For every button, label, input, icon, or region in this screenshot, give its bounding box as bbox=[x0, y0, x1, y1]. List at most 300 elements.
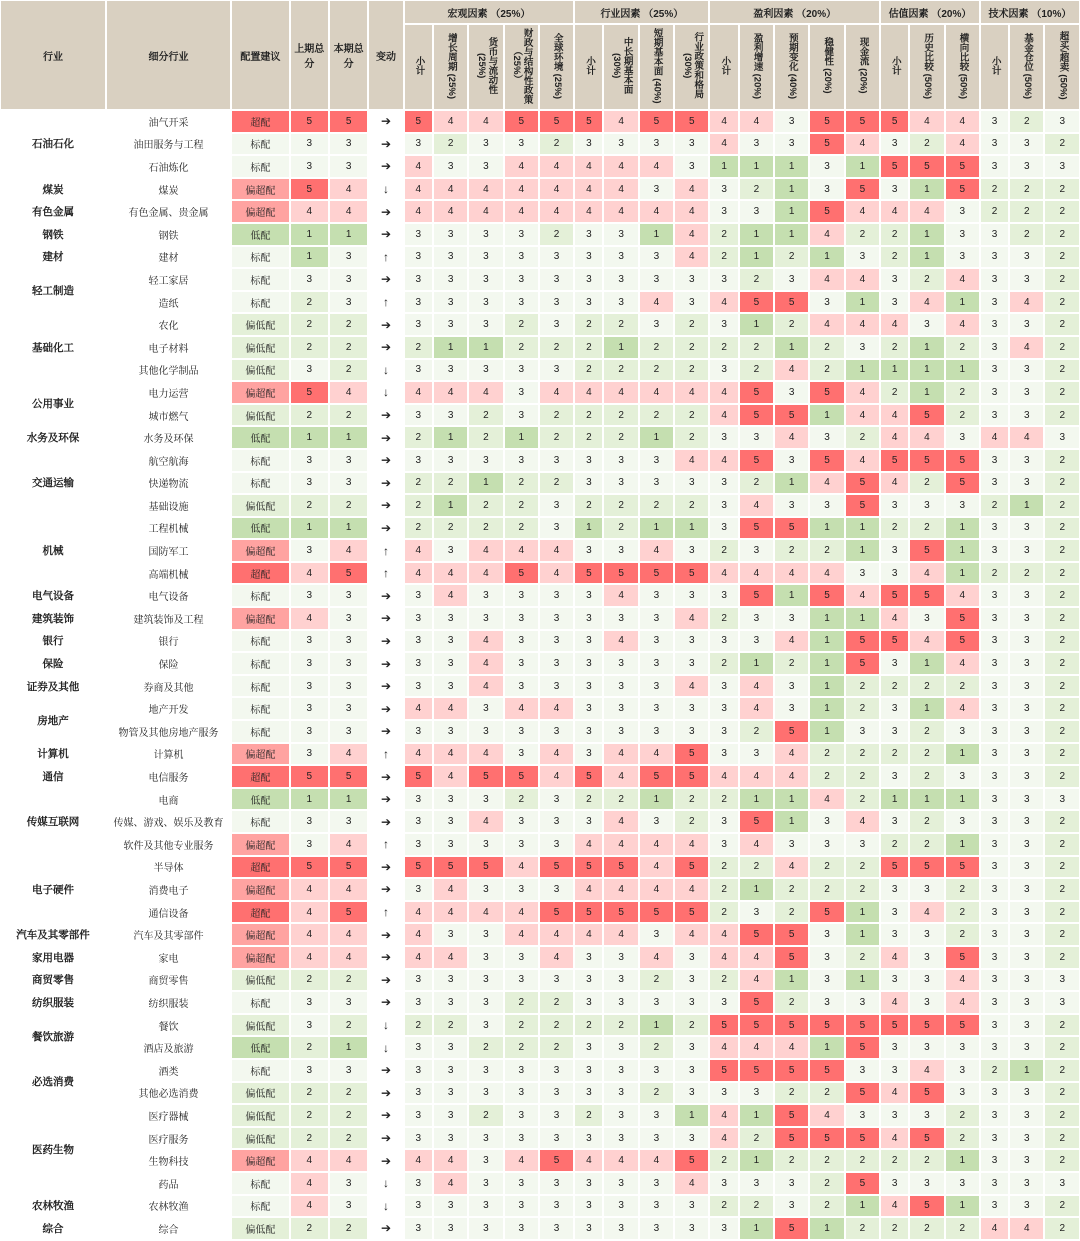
factor-score: 5 bbox=[404, 110, 433, 133]
factor-score: 3 bbox=[639, 1104, 674, 1127]
factor-score: 5 bbox=[674, 856, 709, 879]
factor-score: 5 bbox=[639, 562, 674, 585]
allocation-advice: 偏低配 bbox=[231, 1082, 290, 1105]
factor-score: 1 bbox=[739, 155, 774, 178]
factor-score: 4 bbox=[433, 562, 468, 585]
factor-score: 2 bbox=[603, 404, 638, 427]
factor-score: 2 bbox=[1044, 1036, 1080, 1059]
change-flat-icon: ➔ bbox=[368, 584, 403, 607]
factor-score: 4 bbox=[504, 856, 539, 879]
factor-score: 3 bbox=[539, 833, 574, 856]
factor-score: 5 bbox=[709, 1014, 738, 1037]
factor-score: 4 bbox=[674, 200, 709, 223]
change-flat-icon: ➔ bbox=[368, 426, 403, 449]
prev-total-score: 3 bbox=[290, 268, 329, 291]
factor-score: 3 bbox=[639, 1172, 674, 1195]
factor-score: 3 bbox=[603, 539, 638, 562]
factor-score: 4 bbox=[945, 969, 980, 992]
factor-score: 2 bbox=[1044, 810, 1080, 833]
factor-score: 2 bbox=[504, 517, 539, 540]
factor-score: 2 bbox=[433, 133, 468, 156]
factor-score: 2 bbox=[539, 133, 574, 156]
table-row bbox=[0, 946, 1080, 969]
factor-score: 4 bbox=[404, 697, 433, 720]
factor-score: 1 bbox=[639, 1014, 674, 1037]
factor-score: 3 bbox=[880, 494, 909, 517]
industry-name: 水务及环保 bbox=[0, 426, 106, 449]
factor-score: 3 bbox=[980, 652, 1009, 675]
factor-score: 2 bbox=[1044, 562, 1080, 585]
factor-score: 3 bbox=[980, 1195, 1009, 1218]
factor-score: 4 bbox=[945, 697, 980, 720]
factor-score: 5 bbox=[880, 449, 909, 472]
factor-score: 3 bbox=[945, 1036, 980, 1059]
factor-score: 3 bbox=[709, 494, 738, 517]
factor-score: 2 bbox=[845, 743, 880, 766]
factor-score: 4 bbox=[504, 697, 539, 720]
factor-score: 3 bbox=[404, 1172, 433, 1195]
factor-score: 5 bbox=[639, 110, 674, 133]
change-down-icon: ↓ bbox=[368, 1014, 403, 1037]
change-flat-icon: ➔ bbox=[368, 1059, 403, 1082]
factor-score: 2 bbox=[739, 268, 774, 291]
factor-score: 3 bbox=[603, 472, 638, 495]
header-sub-column bbox=[674, 24, 709, 110]
factor-score: 3 bbox=[739, 743, 774, 766]
factor-score: 3 bbox=[945, 246, 980, 269]
factor-score: 5 bbox=[880, 110, 909, 133]
factor-score: 1 bbox=[739, 313, 774, 336]
factor-score: 4 bbox=[880, 1082, 909, 1105]
change-up-icon: ↑ bbox=[368, 743, 403, 766]
factor-score: 4 bbox=[468, 110, 503, 133]
allocation-advice: 标配 bbox=[231, 1195, 290, 1218]
factor-score: 3 bbox=[574, 652, 603, 675]
factor-score: 2 bbox=[539, 336, 574, 359]
allocation-advice: 超配 bbox=[231, 856, 290, 879]
factor-score: 4 bbox=[880, 1195, 909, 1218]
sub-industry-name: 通信设备 bbox=[106, 901, 231, 924]
sub-industry-name: 计算机 bbox=[106, 743, 231, 766]
factor-score: 1 bbox=[809, 652, 844, 675]
factor-score: 2 bbox=[603, 313, 638, 336]
factor-score: 5 bbox=[674, 765, 709, 788]
factor-score: 1 bbox=[880, 359, 909, 382]
factor-score: 3 bbox=[980, 291, 1009, 314]
prev-total-score: 4 bbox=[290, 607, 329, 630]
factor-score: 3 bbox=[1009, 630, 1044, 653]
sub-industry-name: 电商 bbox=[106, 788, 231, 811]
factor-score: 3 bbox=[1009, 359, 1044, 382]
factor-score: 3 bbox=[709, 426, 738, 449]
factor-score: 4 bbox=[909, 630, 944, 653]
factor-score: 4 bbox=[404, 200, 433, 223]
factor-score: 4 bbox=[603, 381, 638, 404]
factor-score: 2 bbox=[504, 1036, 539, 1059]
factor-score: 3 bbox=[674, 1195, 709, 1218]
factor-score: 2 bbox=[1044, 743, 1080, 766]
factor-score: 3 bbox=[674, 697, 709, 720]
factor-score: 3 bbox=[468, 1195, 503, 1218]
factor-score: 5 bbox=[809, 901, 844, 924]
factor-score: 2 bbox=[1044, 381, 1080, 404]
factor-score: 3 bbox=[404, 720, 433, 743]
curr-total-score: 2 bbox=[329, 1217, 368, 1240]
header-sub-column-label: 中长期基本面 (30%) bbox=[611, 37, 633, 94]
factor-score: 4 bbox=[539, 765, 574, 788]
table-row bbox=[0, 743, 1080, 766]
factor-score: 4 bbox=[945, 268, 980, 291]
factor-score: 4 bbox=[433, 381, 468, 404]
allocation-advice: 标配 bbox=[231, 268, 290, 291]
allocation-advice: 偏低配 bbox=[231, 1104, 290, 1127]
factor-score: 1 bbox=[909, 697, 944, 720]
allocation-advice: 低配 bbox=[231, 788, 290, 811]
factor-score: 2 bbox=[1009, 110, 1044, 133]
header-sub-column bbox=[1044, 24, 1080, 110]
factor-score: 2 bbox=[539, 426, 574, 449]
factor-score: 3 bbox=[603, 133, 638, 156]
factor-score: 3 bbox=[468, 133, 503, 156]
allocation-advice: 标配 bbox=[231, 246, 290, 269]
factor-score: 3 bbox=[603, 1082, 638, 1105]
change-flat-icon: ➔ bbox=[368, 517, 403, 540]
factor-score: 2 bbox=[1044, 472, 1080, 495]
industry-name: 银行 bbox=[0, 630, 106, 653]
factor-score: 3 bbox=[504, 1172, 539, 1195]
sub-industry-name: 传媒、游戏、娱乐及教育 bbox=[106, 810, 231, 833]
factor-score: 1 bbox=[774, 200, 809, 223]
factor-score: 2 bbox=[674, 788, 709, 811]
factor-score: 2 bbox=[809, 743, 844, 766]
header-sub-column bbox=[639, 24, 674, 110]
factor-score: 1 bbox=[845, 291, 880, 314]
factor-score: 4 bbox=[709, 562, 738, 585]
factor-score: 3 bbox=[603, 675, 638, 698]
factor-score: 4 bbox=[639, 743, 674, 766]
factor-score: 3 bbox=[574, 291, 603, 314]
factor-score: 4 bbox=[468, 675, 503, 698]
header-sub-column-label: 现金流 (20%) bbox=[857, 37, 869, 94]
factor-score: 3 bbox=[433, 923, 468, 946]
factor-score: 2 bbox=[909, 720, 944, 743]
prev-total-score: 2 bbox=[290, 969, 329, 992]
sub-industry-name: 电力运营 bbox=[106, 381, 231, 404]
factor-score: 2 bbox=[845, 878, 880, 901]
factor-score: 3 bbox=[639, 584, 674, 607]
factor-score: 3 bbox=[504, 133, 539, 156]
curr-total-score: 3 bbox=[329, 1195, 368, 1218]
header-allocation: 配置建议 bbox=[231, 0, 290, 110]
factor-score: 3 bbox=[1009, 246, 1044, 269]
factor-score: 3 bbox=[404, 1127, 433, 1150]
factor-score: 2 bbox=[774, 313, 809, 336]
factor-score: 3 bbox=[468, 1082, 503, 1105]
change-flat-icon: ➔ bbox=[368, 110, 403, 133]
factor-score: 2 bbox=[880, 675, 909, 698]
factor-score: 5 bbox=[774, 1127, 809, 1150]
factor-score: 2 bbox=[709, 539, 738, 562]
factor-score: 2 bbox=[603, 788, 638, 811]
allocation-advice: 偏超配 bbox=[231, 607, 290, 630]
factor-score: 4 bbox=[433, 697, 468, 720]
factor-score: 3 bbox=[504, 449, 539, 472]
factor-score: 3 bbox=[1009, 1082, 1044, 1105]
factor-score: 4 bbox=[639, 291, 674, 314]
factor-score: 3 bbox=[603, 246, 638, 269]
curr-total-score: 4 bbox=[329, 1149, 368, 1172]
factor-score: 3 bbox=[433, 291, 468, 314]
factor-score: 3 bbox=[1044, 426, 1080, 449]
factor-score: 3 bbox=[468, 291, 503, 314]
factor-score: 4 bbox=[774, 630, 809, 653]
sub-industry-name: 煤炭 bbox=[106, 178, 231, 201]
change-down-icon: ↓ bbox=[368, 178, 403, 201]
factor-score: 3 bbox=[404, 133, 433, 156]
factor-score: 3 bbox=[980, 1104, 1009, 1127]
allocation-advice: 偏超配 bbox=[231, 878, 290, 901]
factor-score: 2 bbox=[945, 336, 980, 359]
factor-score: 3 bbox=[639, 697, 674, 720]
factor-score: 2 bbox=[945, 1127, 980, 1150]
prev-total-score: 4 bbox=[290, 923, 329, 946]
factor-score: 2 bbox=[603, 517, 638, 540]
table-row bbox=[0, 720, 1080, 743]
factor-score: 2 bbox=[880, 223, 909, 246]
factor-score: 3 bbox=[1009, 833, 1044, 856]
factor-score: 2 bbox=[1044, 1059, 1080, 1082]
header-sub-column bbox=[468, 24, 503, 110]
factor-score: 3 bbox=[945, 1082, 980, 1105]
header-sub-column-label: 短期基本面 (40%) bbox=[651, 27, 663, 104]
factor-score: 2 bbox=[674, 1014, 709, 1037]
factor-score: 5 bbox=[845, 1082, 880, 1105]
sub-industry-name: 其他化学制品 bbox=[106, 359, 231, 382]
factor-score: 5 bbox=[880, 630, 909, 653]
factor-score: 5 bbox=[674, 743, 709, 766]
factor-score: 4 bbox=[674, 923, 709, 946]
factor-score: 3 bbox=[674, 1217, 709, 1240]
factor-score: 3 bbox=[404, 878, 433, 901]
factor-score: 2 bbox=[674, 313, 709, 336]
factor-score: 3 bbox=[433, 1059, 468, 1082]
factor-score: 4 bbox=[539, 200, 574, 223]
factor-score: 4 bbox=[404, 901, 433, 924]
change-flat-icon: ➔ bbox=[368, 652, 403, 675]
factor-score: 2 bbox=[1044, 630, 1080, 653]
sub-industry-name: 石油炼化 bbox=[106, 155, 231, 178]
factor-score: 5 bbox=[504, 562, 539, 585]
factor-score: 5 bbox=[845, 652, 880, 675]
factor-score: 4 bbox=[909, 901, 944, 924]
prev-total-score: 3 bbox=[290, 449, 329, 472]
factor-score: 3 bbox=[909, 1104, 944, 1127]
industry-name: 医药生物 bbox=[0, 1104, 106, 1194]
curr-total-score: 2 bbox=[329, 1014, 368, 1037]
factor-score: 3 bbox=[980, 630, 1009, 653]
factor-score: 4 bbox=[880, 404, 909, 427]
factor-score: 3 bbox=[1044, 969, 1080, 992]
factor-score: 3 bbox=[504, 1127, 539, 1150]
factor-score: 3 bbox=[468, 833, 503, 856]
factor-score: 2 bbox=[539, 1014, 574, 1037]
change-down-icon: ↓ bbox=[368, 1195, 403, 1218]
prev-total-score: 3 bbox=[290, 652, 329, 675]
factor-score: 5 bbox=[909, 1195, 944, 1218]
factor-score: 2 bbox=[639, 1036, 674, 1059]
factor-score: 3 bbox=[809, 291, 844, 314]
factor-score: 3 bbox=[980, 720, 1009, 743]
allocation-advice: 标配 bbox=[231, 584, 290, 607]
table-row bbox=[0, 133, 1080, 156]
factor-score: 1 bbox=[945, 562, 980, 585]
factor-score: 3 bbox=[909, 991, 944, 1014]
factor-score: 3 bbox=[880, 1036, 909, 1059]
factor-score: 3 bbox=[433, 539, 468, 562]
factor-score: 4 bbox=[603, 178, 638, 201]
industry-name: 传媒互联网 bbox=[0, 788, 106, 856]
prev-total-score: 1 bbox=[290, 517, 329, 540]
factor-score: 3 bbox=[468, 1217, 503, 1240]
factor-score: 3 bbox=[603, 291, 638, 314]
factor-score: 3 bbox=[539, 652, 574, 675]
factor-score: 3 bbox=[980, 946, 1009, 969]
factor-score: 2 bbox=[945, 901, 980, 924]
factor-score: 2 bbox=[674, 494, 709, 517]
factor-score: 3 bbox=[739, 200, 774, 223]
factor-score: 1 bbox=[468, 472, 503, 495]
factor-score: 2 bbox=[639, 1082, 674, 1105]
factor-score: 2 bbox=[504, 472, 539, 495]
change-up-icon: ↑ bbox=[368, 901, 403, 924]
header-sub-column-label: 财政与结构性政策（25%） bbox=[511, 27, 533, 104]
prev-total-score: 2 bbox=[290, 1127, 329, 1150]
table-row bbox=[0, 901, 1080, 924]
factor-score: 2 bbox=[433, 1014, 468, 1037]
curr-total-score: 3 bbox=[329, 291, 368, 314]
factor-score: 5 bbox=[909, 1082, 944, 1105]
factor-score: 5 bbox=[909, 1014, 944, 1037]
factor-score: 2 bbox=[709, 246, 738, 269]
sub-industry-name: 纺织服装 bbox=[106, 991, 231, 1014]
factor-score: 4 bbox=[404, 743, 433, 766]
factor-score: 3 bbox=[945, 1059, 980, 1082]
factor-score: 4 bbox=[880, 313, 909, 336]
factor-score: 5 bbox=[739, 517, 774, 540]
factor-score: 3 bbox=[809, 946, 844, 969]
factor-score: 3 bbox=[709, 697, 738, 720]
factor-score: 4 bbox=[603, 810, 638, 833]
factor-score: 4 bbox=[739, 697, 774, 720]
factor-score: 2 bbox=[739, 720, 774, 743]
change-up-icon: ↑ bbox=[368, 291, 403, 314]
factor-score: 2 bbox=[880, 833, 909, 856]
factor-score: 3 bbox=[909, 1036, 944, 1059]
industry-name: 保险 bbox=[0, 652, 106, 675]
factor-score: 3 bbox=[674, 720, 709, 743]
change-flat-icon: ➔ bbox=[368, 313, 403, 336]
factor-score: 1 bbox=[909, 381, 944, 404]
factor-score: 3 bbox=[574, 1036, 603, 1059]
factor-score: 2 bbox=[774, 246, 809, 269]
factor-score: 3 bbox=[1009, 901, 1044, 924]
factor-score: 3 bbox=[539, 1059, 574, 1082]
factor-score: 4 bbox=[709, 133, 738, 156]
factor-score: 2 bbox=[945, 1104, 980, 1127]
curr-total-score: 3 bbox=[329, 472, 368, 495]
factor-score: 2 bbox=[1044, 1082, 1080, 1105]
factor-score: 4 bbox=[909, 200, 944, 223]
factor-score: 5 bbox=[774, 404, 809, 427]
factor-score: 2 bbox=[674, 810, 709, 833]
factor-score: 3 bbox=[468, 268, 503, 291]
factor-score: 3 bbox=[980, 765, 1009, 788]
factor-score: 3 bbox=[980, 381, 1009, 404]
header-sub-column bbox=[945, 24, 980, 110]
allocation-advice: 偏低配 bbox=[231, 969, 290, 992]
factor-score: 5 bbox=[774, 1104, 809, 1127]
allocation-advice: 偏低配 bbox=[231, 313, 290, 336]
industry-name: 餐饮旅游 bbox=[0, 1014, 106, 1059]
factor-score: 3 bbox=[539, 584, 574, 607]
header-industry: 行业 bbox=[0, 0, 106, 110]
prev-total-score: 5 bbox=[290, 110, 329, 133]
allocation-advice: 偏超配 bbox=[231, 178, 290, 201]
factor-score: 2 bbox=[1044, 539, 1080, 562]
factor-score: 2 bbox=[1044, 268, 1080, 291]
factor-score: 3 bbox=[880, 878, 909, 901]
factor-score: 1 bbox=[468, 336, 503, 359]
header-factor-group: 估值因素 （20%） bbox=[880, 0, 980, 24]
factor-score: 1 bbox=[809, 246, 844, 269]
factor-score: 5 bbox=[739, 1014, 774, 1037]
change-flat-icon: ➔ bbox=[368, 1104, 403, 1127]
sub-industry-name: 综合 bbox=[106, 1217, 231, 1240]
factor-score: 3 bbox=[709, 630, 738, 653]
factor-score: 4 bbox=[739, 765, 774, 788]
header-factor-group: 宏观因素 （25%） bbox=[404, 0, 575, 24]
factor-score: 3 bbox=[674, 630, 709, 653]
factor-score: 4 bbox=[739, 946, 774, 969]
factor-score: 5 bbox=[739, 584, 774, 607]
allocation-advice: 偏低配 bbox=[231, 1014, 290, 1037]
factor-score: 3 bbox=[1009, 969, 1044, 992]
factor-score: 3 bbox=[674, 472, 709, 495]
factor-score: 3 bbox=[909, 313, 944, 336]
curr-total-score: 2 bbox=[329, 313, 368, 336]
factor-score: 1 bbox=[845, 969, 880, 992]
curr-total-score: 5 bbox=[329, 562, 368, 585]
factor-score: 5 bbox=[774, 946, 809, 969]
factor-score: 4 bbox=[1009, 426, 1044, 449]
sub-industry-name: 电气设备 bbox=[106, 584, 231, 607]
factor-score: 3 bbox=[1009, 765, 1044, 788]
factor-score: 1 bbox=[1009, 494, 1044, 517]
sub-industry-name: 钢铁 bbox=[106, 223, 231, 246]
header-sub-column-label: 小计 bbox=[719, 56, 731, 75]
factor-score: 3 bbox=[909, 494, 944, 517]
factor-score: 5 bbox=[504, 765, 539, 788]
factor-score: 4 bbox=[539, 946, 574, 969]
factor-score: 4 bbox=[774, 743, 809, 766]
factor-score: 3 bbox=[639, 178, 674, 201]
factor-score: 2 bbox=[880, 336, 909, 359]
table-row bbox=[0, 539, 1080, 562]
factor-score: 2 bbox=[433, 517, 468, 540]
allocation-advice: 偏超配 bbox=[231, 1149, 290, 1172]
change-flat-icon: ➔ bbox=[368, 223, 403, 246]
table-row bbox=[0, 969, 1080, 992]
